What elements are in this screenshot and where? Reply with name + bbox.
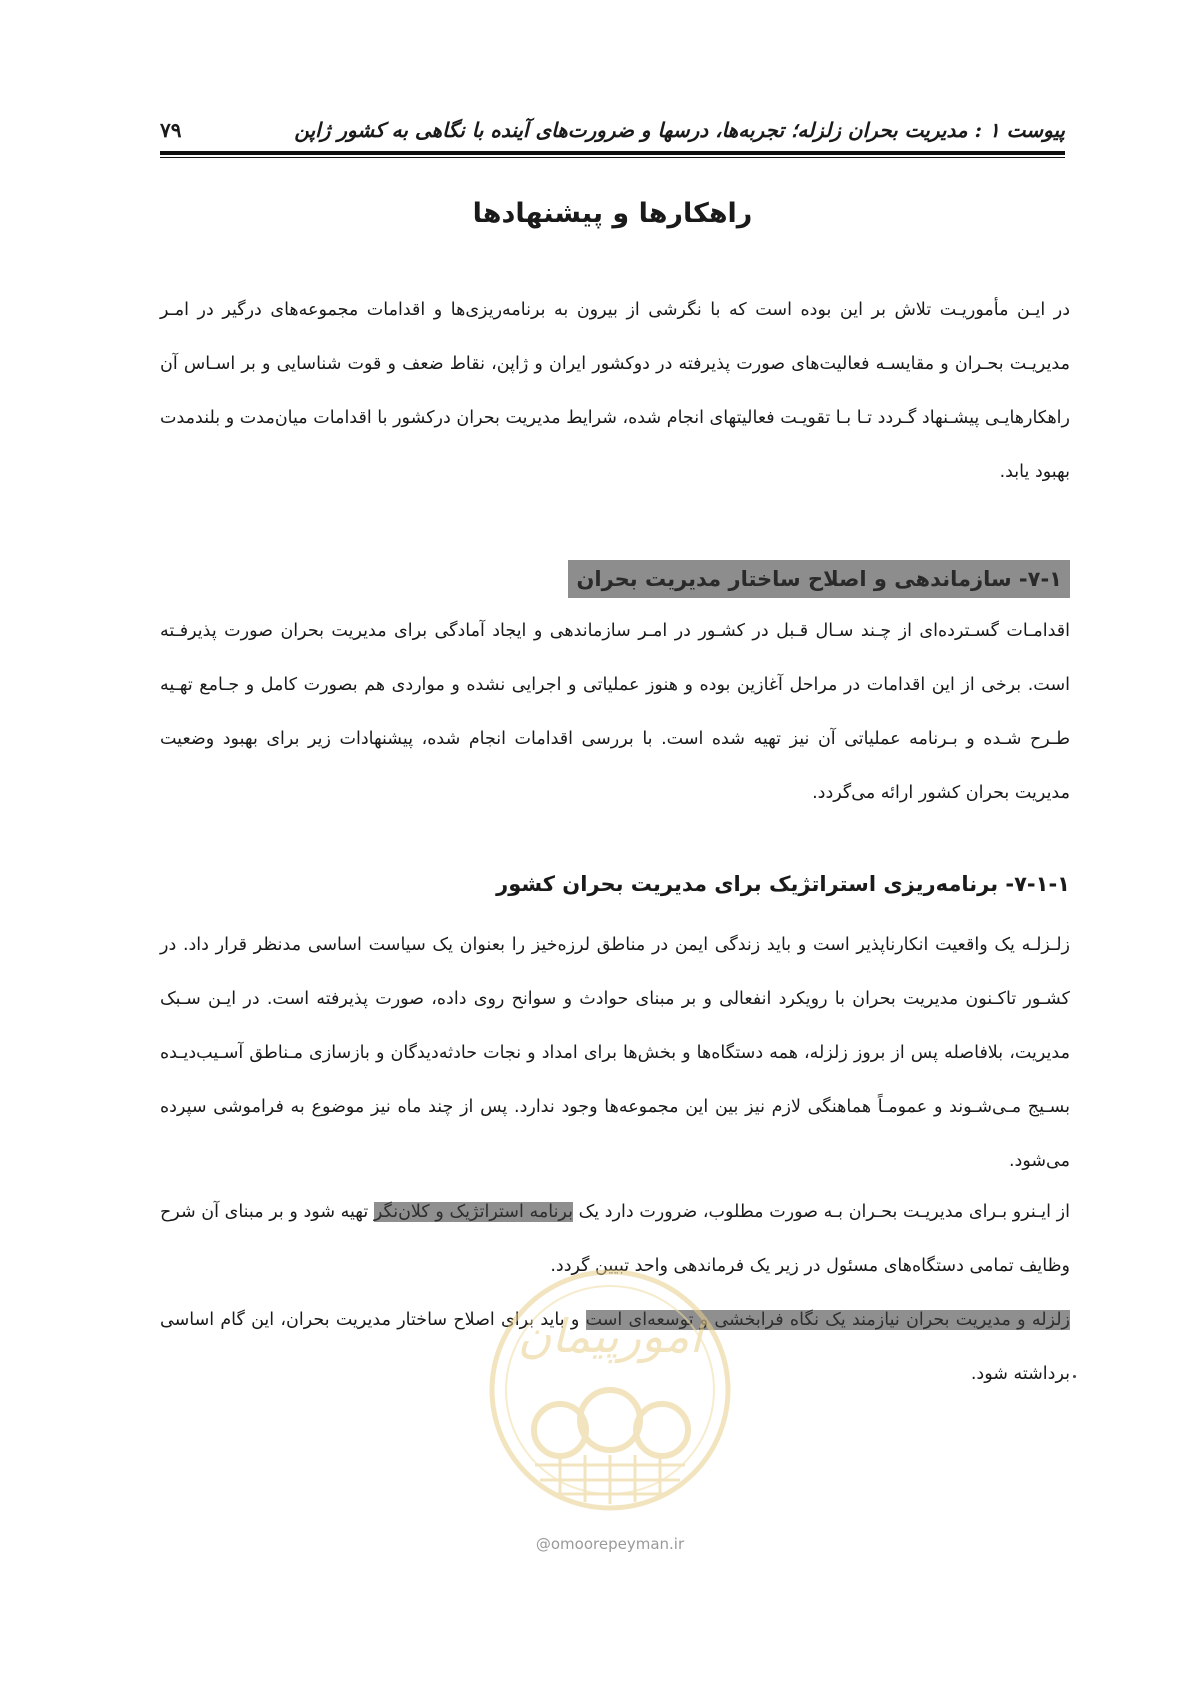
section-paragraph: اقدامـات گسـترده‌ای از چـند سـال قـبل در کشـور در امـر سازماندهی و ایجاد آمادگی برای مدیریت بحران صورت پذیرفـته است. برخی از این اقدامات در مراحل آغازین بوده و هنوز عملیاتی و اجرایی نشده و مواردی هم بصورت کامل و جـامع تهـیه طـرح شـده و بـرنامه عملیاتی آن نیز تهیه شده است. با بررسی اقدامات انجام شده، پیشنهادات زیر برای بهبود وضعیت مدیریت بحران کشور ارائه می‌گردد. [160, 621, 1070, 803]
running-title: پیوست ۱ : مدیریت بحران زلزله؛ تجربه‌ها، درسها و ضرورت‌های آینده با نگاهی به کشور ژاپن [294, 118, 1065, 142]
gear-icon [534, 1390, 688, 1456]
watermark-site: @omoorepeyman.ir [535, 1535, 685, 1553]
intro-paragraph: در ایـن مأموریـت تلاش بر این بوده است که با نگرشی از بیرون به برنامه‌ریزی‌ها و اقدامات مجموعه‌های درگیر در امـر مدیریـت بحـران و مقایسـه فعالیت‌های صورت پذیرفته در دوکشور ایران و ژاپن، نقاط ضعف و قوت شناسایی و بر اسـاس آن راهکارهایـی پیشـنهاد گـردد تـا بـا تقویـت فعالیتهای انجام شده، شرایط مدیریت بحران درکشور با اقدامات میان‌مدت و بلندمدت بهبود یابد. [160, 300, 1070, 482]
watermark-logo-text: امورپیمان [517, 1309, 703, 1363]
watermark-logo [480, 1260, 740, 1520]
paragraph-2-text-after: تهیه شود و بر مبنای آن شرح وظایف تمامی دستگاه‌های مسئول در زیر یک فرماندهی واحد تبیین گردد. [160, 1202, 1070, 1276]
highlighted-phrase: برنامه استراتژیک و کلان‌نگر [373, 1202, 573, 1222]
chapter-title: راهکارها و پیشنهادها [472, 198, 753, 229]
paragraph-3-text-after: و باید برای اصلاح ساختار مدیریت بحران، این گام اساسی برداشته شود. [160, 1310, 1070, 1384]
section-heading: ۷-۱- سازماندهی و اصلاح ساختار مدیریت بحران [568, 560, 1070, 598]
running-header [160, 118, 1065, 148]
subsection-paragraph-1: زلـزلـه یک واقعیت انکارناپذیر است و باید زندگی ایمن در مناطق لرزه‌خیز را بعنوان یک سیاست اساسی مدنظر قرار داد. در کشـور تاکـنون مدیریت بحران با رویکرد انفعالی و بر مبنای حوادث و سوانح روی داده، صورت پذیرفته است. در ایـن سـبک مدیریت، بلافاصله پس از بروز زلزله، همه دستگاه‌ها و بخش‌ها برای امداد و نجات حادثه‌دیدگان و بازسازی مـناطق آسـیب‌دیـده بسـیج مـی‌شـوند و عمومـاً هماهنگی لازم نیز بین این مجموعه‌ها وجود ندارد. پس از چند ماه نیز موضوع به فراموشی سپرده می‌شود. [160, 935, 1070, 1171]
paragraph-2-text-before: از ایـنرو بـرای مدیریـت بحـران بـه صورت مطلوب، ضرورت دارد یک [572, 1202, 1070, 1222]
subsection-heading: ۷-۱-۱- برنامه‌ریزی استراتژیک برای مدیریت بحران کشور [496, 872, 1070, 896]
header-rule [160, 151, 1065, 158]
highlighted-sentence: زلزله و مدیریت بحران نیازمند یک نگاه فرابخشی و توسعه‌ای است [585, 1310, 1070, 1330]
margin-dot [1073, 1375, 1076, 1378]
page-number: ۷۹ [160, 118, 182, 142]
